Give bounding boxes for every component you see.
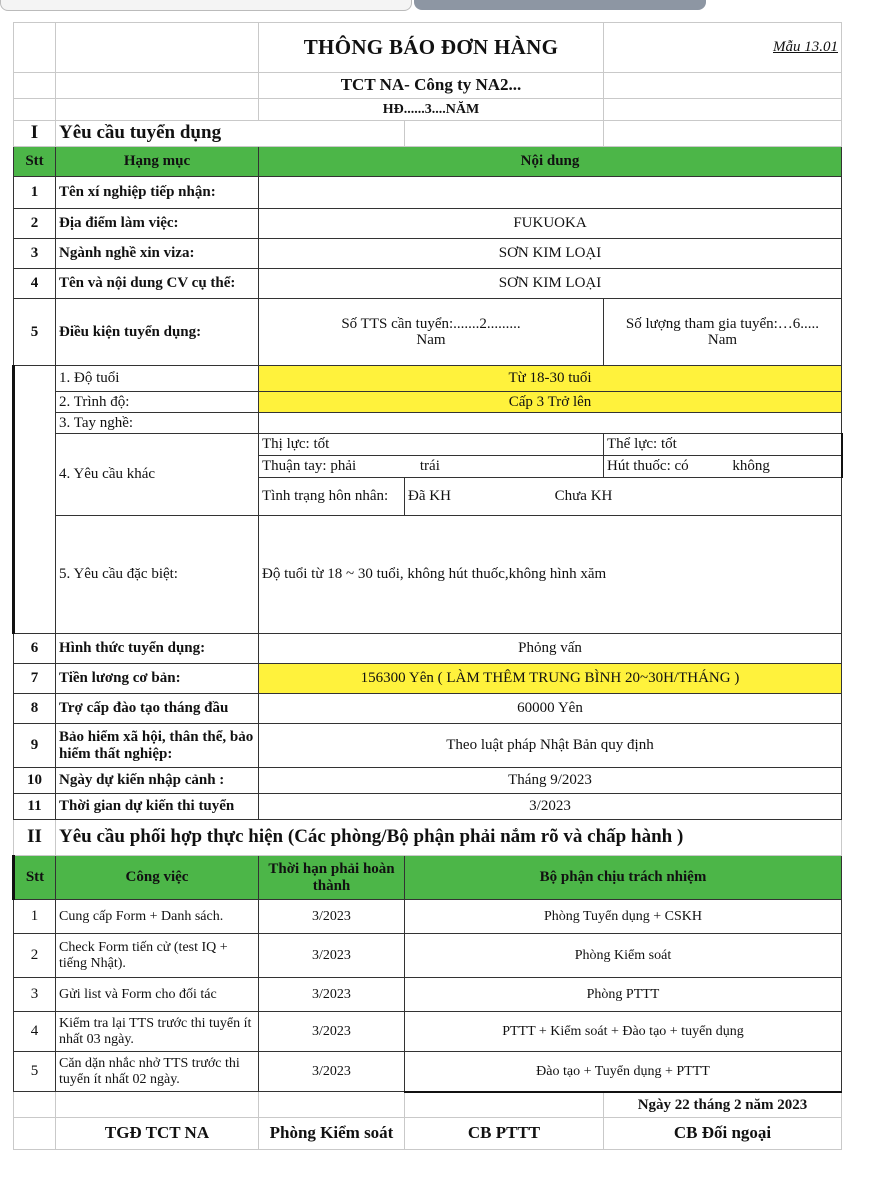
sub-req-margin <box>14 366 56 634</box>
row-label: Tên và nội dung CV cụ thể: <box>56 269 259 299</box>
row-stt: 7 <box>14 664 56 694</box>
row-stt: 1 <box>14 177 56 209</box>
window-top-strip <box>0 0 875 12</box>
task-department: Phòng Kiểm soát <box>405 934 842 978</box>
recruit-needed-gender: Nam <box>416 332 446 348</box>
task-deadline: 3/2023 <box>259 934 405 978</box>
handedness: Thuận tay: phải <box>262 458 357 475</box>
cell-empty <box>604 99 842 121</box>
cell-empty <box>14 23 56 73</box>
row-label: Bảo hiểm xã hội, thân thể, bảo hiểm thất nghiệp: <box>56 724 259 768</box>
task-name: Check Form tiến cử (test IQ + tiếng Nhật). <box>56 934 259 978</box>
row-value: Theo luật pháp Nhật Bản quy định <box>259 724 842 768</box>
marital-married: Đã KH <box>408 488 451 505</box>
task-deadline: 3/2023 <box>259 900 405 934</box>
other-requirements-label: 4. Yêu cầu khác <box>56 434 259 516</box>
cell-empty <box>56 1092 259 1118</box>
window-tab-right[interactable] <box>414 0 706 10</box>
cell-empty <box>604 121 842 147</box>
row-stt: 8 <box>14 694 56 724</box>
handedness-alt: trái <box>419 458 440 475</box>
col-header-task: Công việc <box>56 856 259 900</box>
recruit-needed-cell <box>259 299 604 366</box>
skill-value <box>259 413 842 434</box>
cell-empty <box>405 1092 604 1118</box>
row-stt: 3 <box>14 239 56 269</box>
row-value: Tháng 9/2023 <box>259 768 842 794</box>
section-title: Yêu cầu tuyển dụng <box>56 121 405 147</box>
section-title: Yêu cầu phối hợp thực hiện (Các phòng/Bộ phận phải nắm rõ và chấp hành ) <box>56 820 842 856</box>
col-header-content: Nội dung <box>259 147 842 177</box>
col-header-stt: Stt <box>14 856 56 900</box>
row-label: Trợ cấp đào tạo tháng đầu <box>56 694 259 724</box>
company-name: TCT NA- Công ty NA2... <box>259 73 604 99</box>
task-deadline: 3/2023 <box>259 978 405 1012</box>
signature-pttt: CB PTTT <box>405 1118 604 1150</box>
row-label: Ngày dự kiến nhập cảnh : <box>56 768 259 794</box>
participants-count: Số lượng tham gia tuyển:…6..... <box>625 315 820 332</box>
task-stt: 4 <box>14 1012 56 1052</box>
task-deadline: 3/2023 <box>259 1012 405 1052</box>
cell-empty <box>56 99 259 121</box>
age-label: 1. Độ tuổi <box>56 366 259 392</box>
task-department: Phòng Tuyển dụng + CSKH <box>405 900 842 934</box>
task-department: Đào tạo + Tuyển dụng + PTTT <box>405 1052 842 1092</box>
cell-empty <box>259 1092 405 1118</box>
row-stt: 4 <box>14 269 56 299</box>
row-value: SƠN KIM LOẠI <box>259 269 842 299</box>
window-tab-left[interactable] <box>0 0 412 11</box>
task-stt: 1 <box>14 900 56 934</box>
contract-number: HĐ......3....NĂM <box>259 99 604 121</box>
skill-label: 3. Tay nghề: <box>56 413 259 434</box>
marital-label: Tình trạng hôn nhân: <box>259 478 405 516</box>
task-stt: 3 <box>14 978 56 1012</box>
row-label: Tên xí nghiệp tiếp nhận: <box>56 177 259 209</box>
handedness-cell <box>259 456 604 478</box>
row-stt: 5 <box>14 299 56 366</box>
cell-empty <box>14 1118 56 1150</box>
section-number: I <box>14 121 56 147</box>
participants-cell <box>604 299 842 366</box>
signing-date: Ngày 22 tháng 2 năm 2023 <box>604 1092 842 1118</box>
marital-cell <box>405 478 842 516</box>
section-number: II <box>14 820 56 856</box>
row-label: Điều kiện tuyển dụng: <box>56 299 259 366</box>
smoking-cell <box>604 456 842 478</box>
row-label: Tiền lương cơ bản: <box>56 664 259 694</box>
cell-empty <box>14 99 56 121</box>
special-requirements-value: Độ tuổi từ 18 ~ 30 tuổi, không hút thuốc,không hình xăm <box>259 516 842 634</box>
row-label: Ngành nghề xin viza: <box>56 239 259 269</box>
education-label: 2. Trình độ: <box>56 392 259 413</box>
col-header-department: Bộ phận chịu trách nhiệm <box>405 856 842 900</box>
smoking-alt: không <box>732 458 770 475</box>
task-department: PTTT + Kiểm soát + Đào tạo + tuyển dụng <box>405 1012 842 1052</box>
fitness: Thể lực: tốt <box>604 434 842 456</box>
cell-empty <box>14 1092 56 1118</box>
row-label: Thời gian dự kiến thi tuyển <box>56 794 259 820</box>
cell-empty <box>14 73 56 99</box>
task-name: Căn dặn nhắc nhở TTS trước thi tuyển ít nhất 02 ngày. <box>56 1052 259 1092</box>
task-stt: 2 <box>14 934 56 978</box>
row-value: FUKUOKA <box>259 209 842 239</box>
row-stt: 6 <box>14 634 56 664</box>
row-label: Địa điểm làm việc: <box>56 209 259 239</box>
task-stt: 5 <box>14 1052 56 1092</box>
row-value: Phỏng vấn <box>259 634 842 664</box>
marital-unmarried: Chưa KH <box>554 488 613 505</box>
row-stt: 2 <box>14 209 56 239</box>
row-value <box>259 177 842 209</box>
task-department: Phòng PTTT <box>405 978 842 1012</box>
row-stt: 10 <box>14 768 56 794</box>
cell-empty <box>56 23 259 73</box>
cell-empty <box>604 73 842 99</box>
signature-ceo: TGĐ TCT NA <box>56 1118 259 1150</box>
participants-gender: Nam <box>707 332 738 348</box>
col-header-item: Hạng mục <box>56 147 259 177</box>
row-stt: 11 <box>14 794 56 820</box>
education-value: Cấp 3 Trở lên <box>259 392 842 413</box>
signature-external: CB Đối ngoại <box>604 1118 842 1150</box>
smoking: Hút thuốc: có <box>607 458 689 475</box>
document-title: THÔNG BÁO ĐƠN HÀNG <box>259 23 604 73</box>
cell-empty <box>56 73 259 99</box>
task-deadline: 3/2023 <box>259 1052 405 1092</box>
task-name: Kiểm tra lại TTS trước thi tuyển ít nhất 03 ngày. <box>56 1012 259 1052</box>
special-requirements-label: 5. Yêu cầu đặc biệt: <box>56 516 259 634</box>
row-value: 3/2023 <box>259 794 842 820</box>
age-value: Từ 18-30 tuổi <box>259 366 842 392</box>
row-stt: 9 <box>14 724 56 768</box>
row-label: Hình thức tuyển dụng: <box>56 634 259 664</box>
signature-control: Phòng Kiểm soát <box>259 1118 405 1150</box>
order-notice-sheet <box>12 22 843 1150</box>
row-value: 60000 Yên <box>259 694 842 724</box>
cell-empty <box>405 121 604 147</box>
recruit-needed: Số TTS cần tuyển:.......2......... <box>341 315 521 332</box>
col-header-stt: Stt <box>14 147 56 177</box>
col-header-deadline: Thời hạn phải hoàn thành <box>259 856 405 900</box>
task-name: Cung cấp Form + Danh sách. <box>56 900 259 934</box>
row-value: SƠN KIM LOẠI <box>259 239 842 269</box>
eyesight: Thị lực: tốt <box>259 434 604 456</box>
task-name: Gửi list và Form cho đối tác <box>56 978 259 1012</box>
form-code: Mẫu 13.01 <box>604 23 842 73</box>
row-value-salary: 156300 Yên ( LÀM THÊM TRUNG BÌNH 20~30H/THÁNG ) <box>259 664 842 694</box>
